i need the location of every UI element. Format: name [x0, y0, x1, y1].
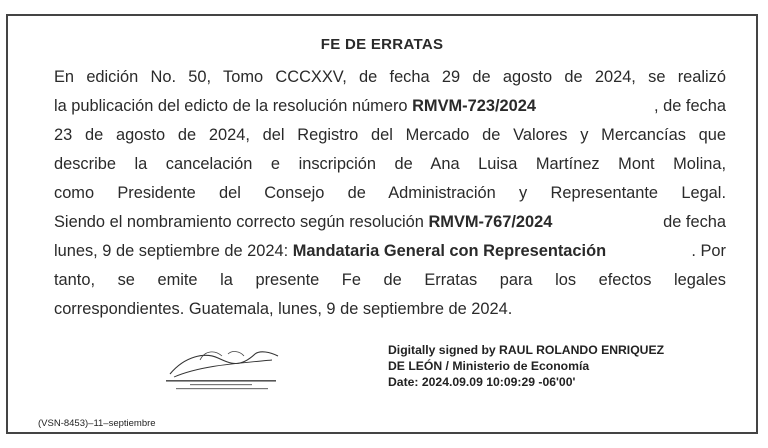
body-line-7 — [54, 237, 726, 266]
body-line-2 — [54, 92, 726, 121]
body-line-8: tanto, se emite la presente Fe de Erratas para los efectos legales — [54, 271, 726, 289]
body-line-4: describe la cancelación e inscripción de Ana Luisa Martínez Mont Molina, — [54, 155, 726, 173]
body-line-2-end: , de fecha — [654, 97, 726, 115]
resolution-number-1: RMVM-723/2024 — [412, 97, 536, 115]
publication-reference: (VSN-8453)–11–septiembre — [38, 418, 156, 429]
notice-title: FE DE ERRATAS — [320, 36, 444, 53]
body-line-3: 23 de agosto de 2024, del Registro del Mercado de Valores y Mercancías que — [54, 126, 726, 144]
body-line-5: como Presidente del Consejo de Administración y Representante Legal. — [54, 184, 726, 202]
digital-signature-date: Date: 2024.09.09 10:09:29 -06'00' — [388, 375, 576, 389]
handwritten-signature-stamp — [160, 344, 285, 394]
body-line-6 — [54, 208, 726, 237]
body-line-9: correspondientes. Guatemala, lunes, 9 de septiembre de 2024. — [54, 300, 513, 318]
digital-signature-line-1: Digitally signed by RAUL ROLANDO ENRIQUEZ — [388, 343, 665, 357]
body-line-6-end: de fecha — [663, 213, 726, 231]
body-line-7-end: . Por — [691, 242, 726, 260]
body-line-7-text: lunes, 9 de septiembre de 2024: — [54, 242, 293, 260]
resolution-number-2: RMVM-767/2024 — [428, 213, 553, 231]
digital-signature-block — [388, 342, 664, 390]
body-line-6-text: Siendo el nombramiento correcto según resolución — [54, 213, 429, 231]
body-line-1: En edición No. 50, Tomo CCCXXV, de fecha 29 de agosto de 2024, se realizó — [54, 68, 726, 86]
appointment-title: Mandataria General con Representación — [292, 242, 607, 260]
notice-body — [54, 63, 726, 324]
digital-signature-line-2: DE LEÓN / Ministerio de Economía — [388, 359, 590, 373]
body-line-2-text: la publicación del edicto de la resolución número — [54, 97, 413, 115]
